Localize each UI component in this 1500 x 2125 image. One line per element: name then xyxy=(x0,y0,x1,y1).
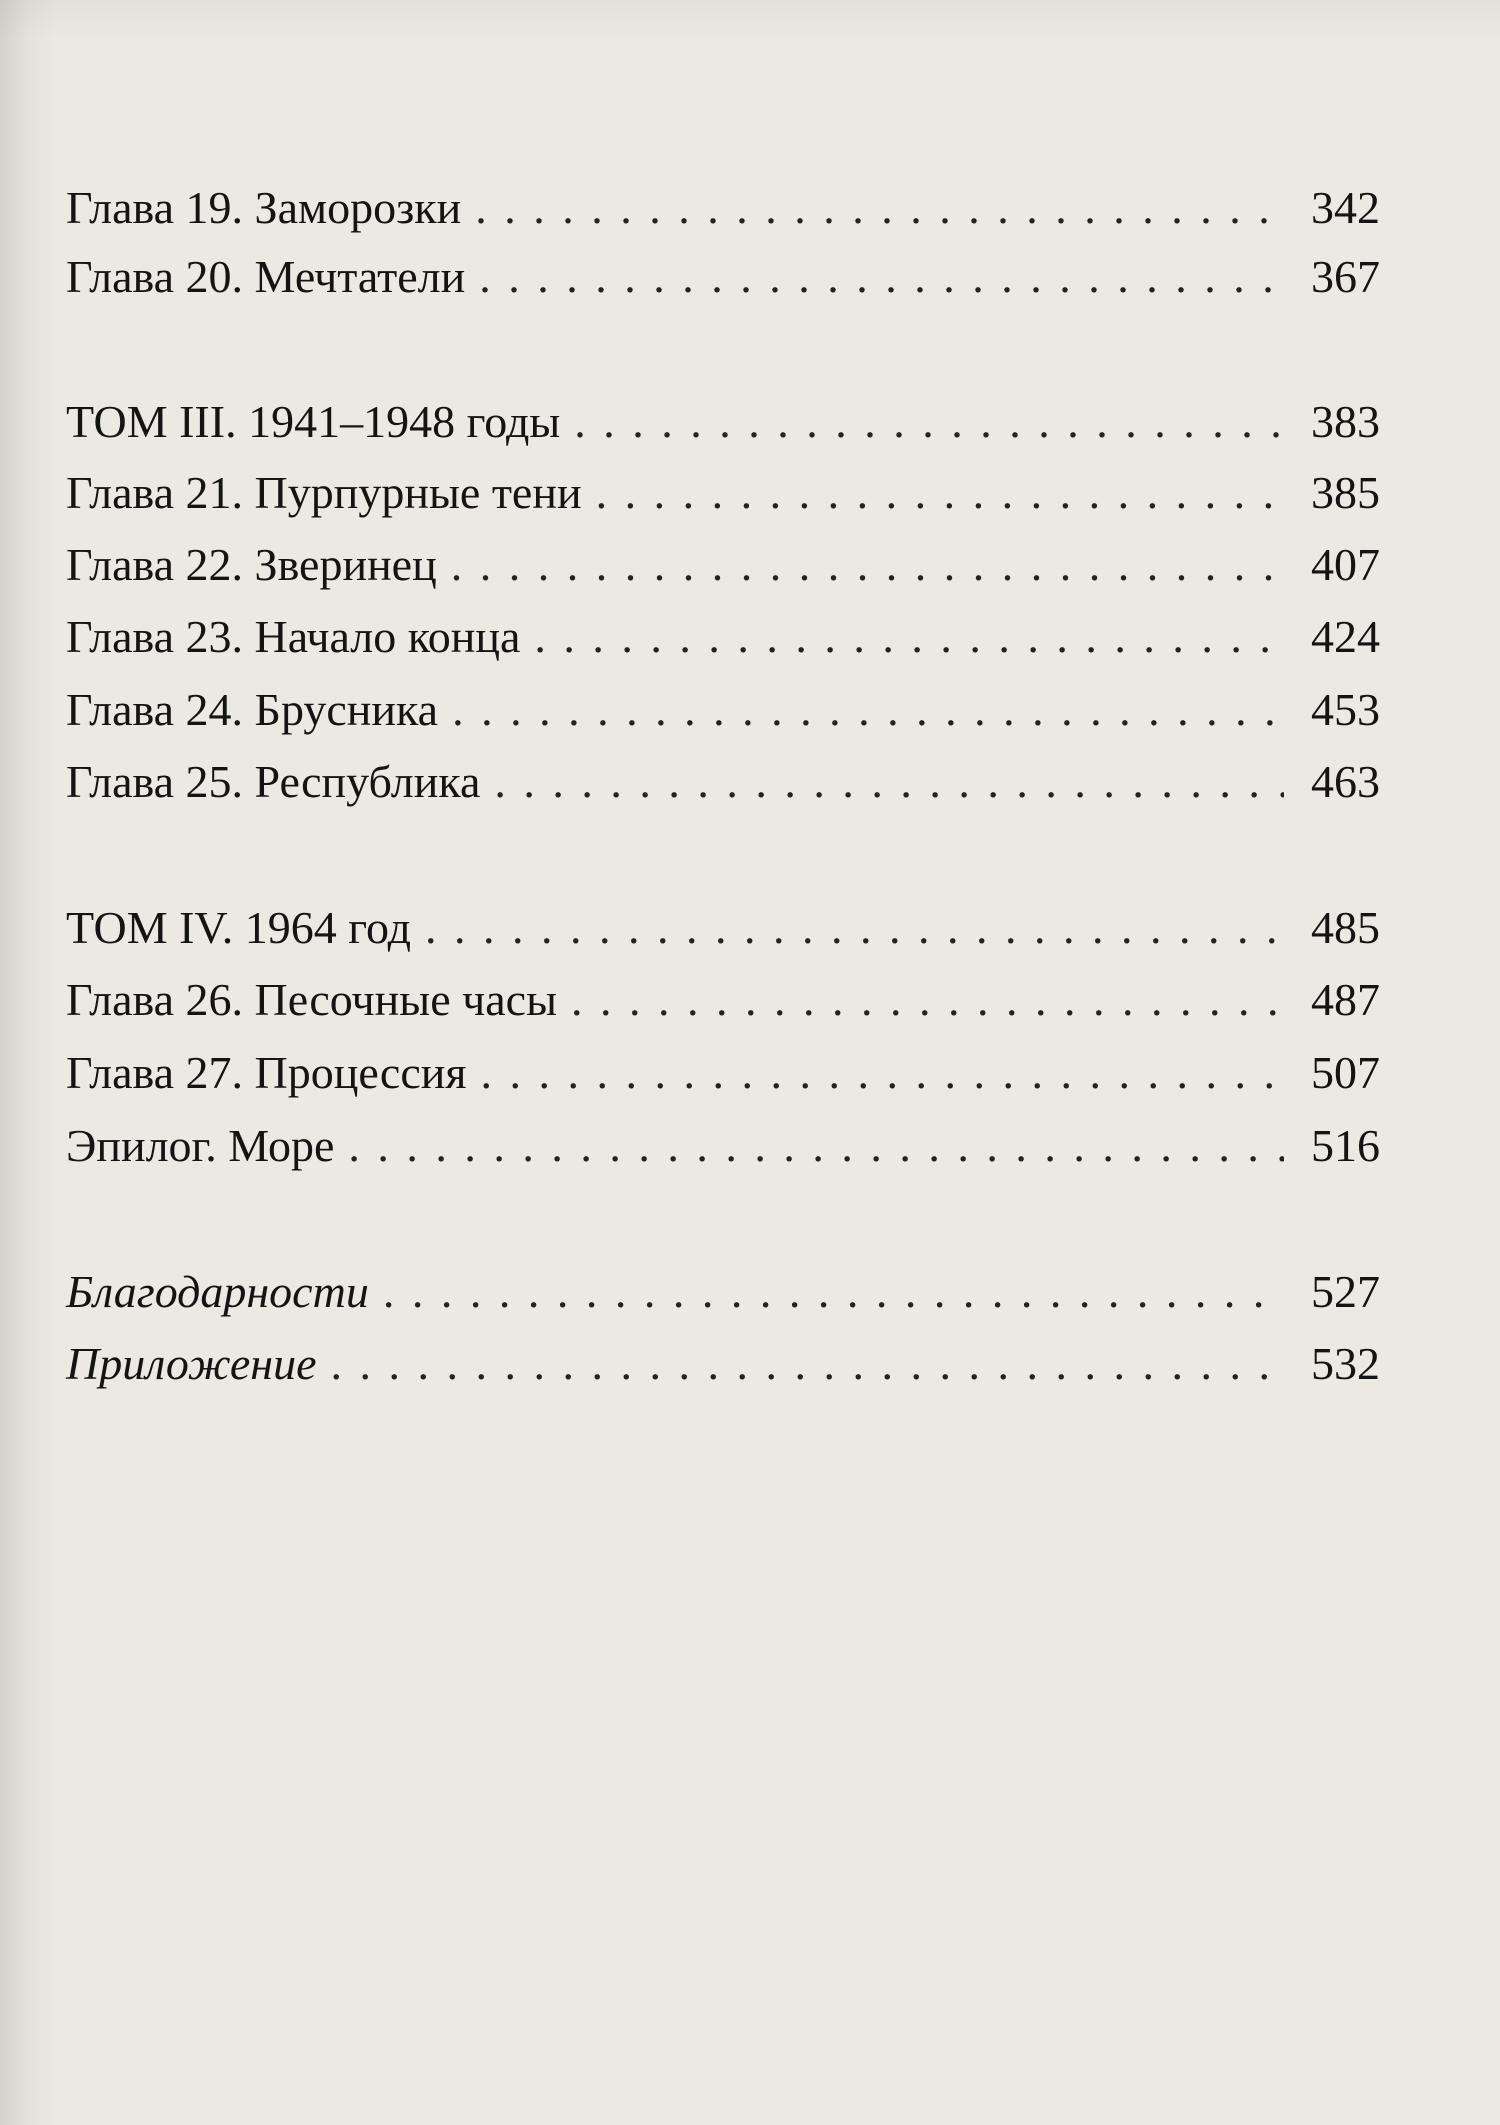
dot-leader xyxy=(383,1262,1284,1322)
toc-entry-title: Глава 19. Заморозки xyxy=(66,182,462,233)
toc-entry-epilogue xyxy=(66,1116,1380,1176)
toc-entry-chapter-27 xyxy=(66,1043,1380,1103)
dot-leader xyxy=(331,1334,1284,1394)
toc-entry-title: Глава 27. Процессия xyxy=(66,1047,467,1098)
toc-entry-page-number: 532 xyxy=(1311,1338,1380,1389)
toc-entry-chapter-23 xyxy=(66,607,1380,667)
toc-entry-title: ТОМ IV. 1964 год xyxy=(66,902,412,953)
toc-entry-page-number: 342 xyxy=(1311,182,1380,233)
toc-entry-chapter-21 xyxy=(66,463,1380,523)
toc-entry-volume-4 xyxy=(66,898,1380,958)
toc-entry-title: Глава 21. Пурпурные тени xyxy=(66,467,582,518)
toc-entry-page-number: 485 xyxy=(1311,902,1380,953)
toc-entry-title: Глава 22. Зверинец xyxy=(66,539,437,590)
toc-entry-title: Благодарности xyxy=(66,1266,369,1317)
dot-leader xyxy=(494,752,1284,812)
toc-entry-chapter-20 xyxy=(66,247,1380,307)
toc-entry-title: Глава 25. Республика xyxy=(66,756,481,807)
toc-entry-acknowledgements xyxy=(66,1262,1380,1322)
toc-entry-page-number: 407 xyxy=(1311,539,1380,590)
toc-entry-page-number: 453 xyxy=(1311,684,1380,735)
toc-entry-chapter-26 xyxy=(66,970,1380,1030)
dot-leader xyxy=(596,463,1284,523)
toc-entry-page-number: 383 xyxy=(1311,396,1380,447)
toc-entry-title: Эпилог. Море xyxy=(66,1120,335,1171)
toc-entry-chapter-19 xyxy=(66,178,1380,238)
toc-entry-title: Приложение xyxy=(66,1338,317,1389)
dot-leader xyxy=(475,178,1284,238)
toc-entry-chapter-22 xyxy=(66,535,1380,595)
toc-entry-page-number: 507 xyxy=(1311,1047,1380,1098)
toc-entry-page-number: 463 xyxy=(1311,756,1380,807)
dot-leader xyxy=(481,1043,1284,1103)
toc-entry-page-number: 367 xyxy=(1311,251,1380,302)
toc-entry-page-number: 527 xyxy=(1311,1266,1380,1317)
dot-leader xyxy=(574,392,1284,452)
toc-entry-title: Глава 23. Начало конца xyxy=(66,611,521,662)
toc-entry-chapter-25 xyxy=(66,752,1380,812)
toc-entry-title: ТОМ III. 1941–1948 годы xyxy=(66,396,561,447)
dot-leader xyxy=(451,535,1284,595)
dot-leader xyxy=(479,247,1284,307)
toc-entry-appendix xyxy=(66,1334,1380,1394)
dot-leader xyxy=(571,970,1284,1030)
dot-leader xyxy=(425,898,1284,958)
toc-entry-title: Глава 24. Брусника xyxy=(66,684,439,735)
dot-leader xyxy=(348,1116,1284,1176)
toc-entry-chapter-24 xyxy=(66,680,1380,740)
toc-entry-volume-3 xyxy=(66,392,1380,452)
toc-entry-title: Глава 20. Мечтатели xyxy=(66,251,466,302)
dot-leader xyxy=(534,607,1284,667)
toc-entry-page-number: 385 xyxy=(1311,467,1380,518)
dot-leader xyxy=(452,680,1284,740)
toc-entry-title: Глава 26. Песочные часы xyxy=(66,974,557,1025)
toc-entry-page-number: 487 xyxy=(1311,974,1380,1025)
toc-entry-page-number: 424 xyxy=(1311,611,1380,662)
toc-entry-page-number: 516 xyxy=(1311,1120,1380,1171)
